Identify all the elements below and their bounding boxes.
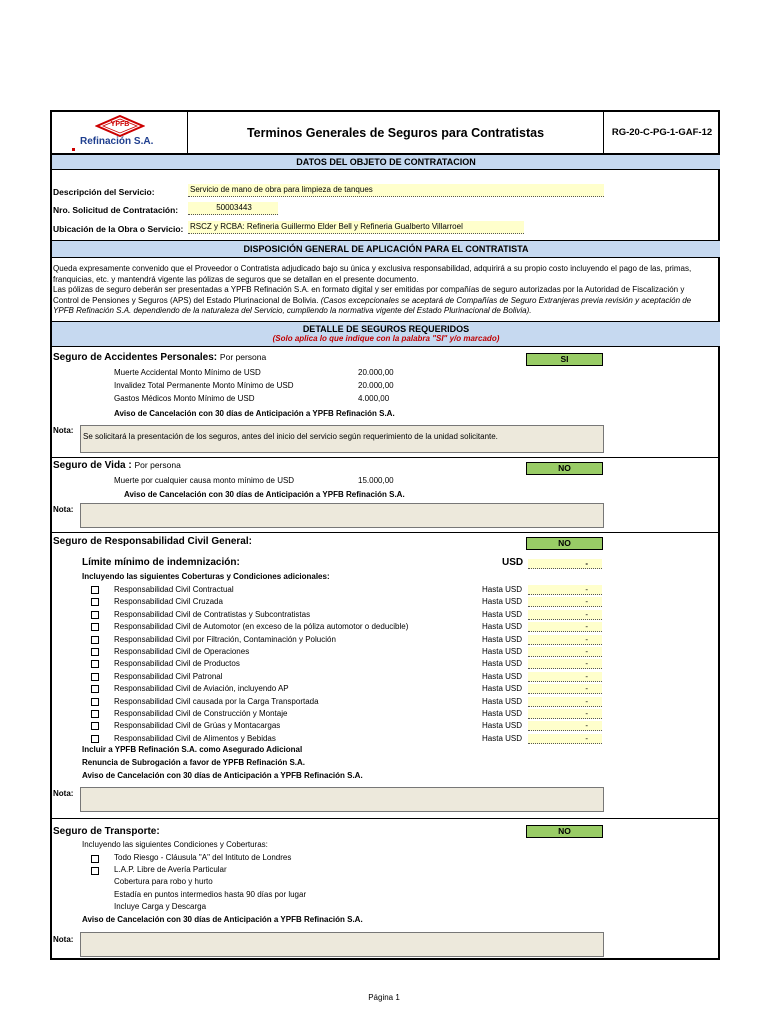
rc-coverage-amount-field[interactable]: - bbox=[528, 659, 602, 669]
detalle-heading-band bbox=[52, 321, 720, 347]
rc-coverage-label: Responsabilidad Civil Patronal bbox=[114, 671, 223, 681]
divider bbox=[52, 818, 720, 819]
rc-coverage-checkbox[interactable] bbox=[91, 623, 99, 631]
rc-coverage-label: Responsabilidad Civil de Automotor (en exceso de la póliza automotor o deducible) bbox=[114, 622, 409, 632]
vida-aviso: Aviso de Cancelación con 30 días de Anticipación a YPFB Refinación S.A. bbox=[124, 490, 405, 499]
vida-nota-field[interactable] bbox=[80, 503, 604, 528]
disposicion-line: Las pólizas de seguro deberán ser presentadas a YPFB Refinación S.A. en formato digital y ser emitidas por compañías de seguro autorizadas por la Autoridad de Fiscalización y bbox=[53, 285, 685, 294]
accidentes-row-label: Invalidez Total Permanente Monto Mínimo de USD bbox=[114, 381, 294, 390]
logo-dot bbox=[72, 148, 75, 151]
accidentes-nota-label: Nota: bbox=[53, 426, 74, 435]
rc-coverage-amount-field[interactable]: - bbox=[528, 721, 602, 731]
rc-nota-label: Nota: bbox=[53, 789, 74, 798]
rc-coverage-hasta-label: Hasta USD bbox=[482, 585, 523, 594]
rc-coverage-label: Responsabilidad Civil de Operaciones bbox=[114, 647, 250, 656]
rc-coverage-checkbox[interactable] bbox=[91, 698, 99, 706]
rc-coverage-hasta-label: Hasta USD bbox=[482, 647, 523, 656]
logo-text: Refinación S.A. bbox=[80, 136, 154, 147]
rc-coverage-hasta-label: Hasta USD bbox=[482, 709, 523, 718]
rc-coverage-label: Responsabilidad Civil de Aviación, incluyendo AP bbox=[114, 684, 289, 694]
rc-badge[interactable]: NO bbox=[526, 537, 603, 550]
divider bbox=[52, 532, 720, 533]
rc-coverage-label: Responsabilidad Civil de Productos bbox=[114, 659, 240, 669]
disposicion-line: YPFB Refinación S.A. dependiendo de la naturaleza del Servicio, cumpliendo la normativa vigente del Estado Plurinacional de Bolivia). bbox=[53, 306, 532, 315]
accidentes-row-value: 20.000,00 bbox=[358, 381, 394, 390]
vida-title-text: Seguro de Vida : bbox=[53, 460, 132, 471]
rc-coverage-amount-field[interactable]: - bbox=[528, 697, 602, 707]
rc-coverage-checkbox[interactable] bbox=[91, 660, 99, 668]
accidentes-title-note: Por persona bbox=[219, 352, 267, 362]
rc-coverage-checkbox[interactable] bbox=[91, 611, 99, 619]
logo-cell bbox=[52, 112, 188, 154]
rc-coverage-label: Responsabilidad Civil causada por la Carga Transportada bbox=[114, 696, 319, 706]
rc-coverage-checkbox[interactable] bbox=[91, 598, 99, 606]
rc-title: Seguro de Responsabilidad Civil General: bbox=[53, 536, 252, 547]
vida-badge[interactable]: NO bbox=[526, 462, 603, 475]
document-code: RG-20-C-PG-1-GAF-12 bbox=[604, 112, 720, 154]
vida-title-note: Por persona bbox=[134, 460, 181, 470]
logo-mark: YPFB bbox=[110, 121, 130, 128]
disposicion-line: Queda expresamente convenido que el Proveedor o Contratista adjudicado bajo su única y exclusiva responsabilidad, adquirirá a su propio costo incluyendo el pago de las, primas, bbox=[53, 264, 692, 273]
transporte-title: Seguro de Transporte: bbox=[53, 826, 160, 837]
rc-coverage-amount-field[interactable]: - bbox=[528, 585, 602, 595]
rc-coverage-checkbox[interactable] bbox=[91, 586, 99, 594]
divider bbox=[52, 457, 720, 458]
descripcion-field[interactable]: Servicio de mano de obra para limpieza de tanques bbox=[188, 184, 604, 197]
transporte-item-checkbox[interactable] bbox=[91, 855, 99, 863]
insurance-form bbox=[50, 110, 720, 960]
transporte-item-checkbox[interactable] bbox=[91, 867, 99, 875]
ubicacion-label: Ubicación de la Obra o Servicio: bbox=[53, 224, 184, 234]
rc-extra-subrogacion: Renuncia de Subrogación a favor de YPFB Refinación S.A. bbox=[82, 758, 306, 767]
rc-coverage-hasta-label: Hasta USD bbox=[482, 733, 523, 743]
rc-coverage-checkbox[interactable] bbox=[91, 735, 99, 743]
document-title: Terminos Generales de Seguros para Contratistas bbox=[188, 112, 604, 154]
accidentes-aviso: Aviso de Cancelación con 30 días de Anticipación a YPFB Refinación S.A. bbox=[114, 409, 395, 418]
transporte-item-label: L.A.P. Libre de Avería Particular bbox=[114, 865, 227, 875]
rc-coverage-label: Responsabilidad Civil de Grúas y Montacargas bbox=[114, 721, 281, 731]
rc-incluyendo: Incluyendo las siguientes Coberturas y Condiciones adicionales: bbox=[82, 572, 330, 581]
rc-coverage-amount-field[interactable]: - bbox=[528, 597, 602, 607]
solicitud-field[interactable]: 50003443 bbox=[188, 202, 278, 215]
rc-coverage-amount-field[interactable]: - bbox=[528, 734, 602, 744]
accidentes-row-value: 4.000,00 bbox=[358, 394, 390, 403]
rc-coverage-amount-field[interactable]: - bbox=[528, 709, 602, 719]
rc-coverage-checkbox[interactable] bbox=[91, 710, 99, 718]
rc-coverage-hasta-label: Hasta USD bbox=[482, 696, 523, 706]
rc-coverage-checkbox[interactable] bbox=[91, 722, 99, 730]
rc-coverage-label: Responsabilidad Civil de Alimentos y Bebidas bbox=[114, 733, 276, 743]
disposicion-text bbox=[53, 264, 719, 317]
accidentes-nota-field[interactable]: Se solicitará la presentación de los seguros, antes del inicio del servicio según requerimiento de la unidad solicitante. bbox=[80, 425, 604, 453]
ubicacion-field[interactable]: RSCZ y RCBA: Refineria Guillermo Elder Bell y Refineria Gualberto Villarroel bbox=[188, 221, 524, 234]
transporte-item-label: Estadía en puntos intermedios hasta 90 días por lugar bbox=[114, 889, 307, 899]
transporte-aviso: Aviso de Cancelación con 30 días de Anticipación a YPFB Refinación S.A. bbox=[82, 915, 363, 924]
rc-coverage-checkbox[interactable] bbox=[91, 673, 99, 681]
datos-heading: DATOS DEL OBJETO DE CONTRATACION bbox=[52, 154, 720, 170]
vida-nota-label: Nota: bbox=[53, 505, 74, 514]
solicitud-label: Nro. Solicitud de Contratación: bbox=[53, 205, 179, 215]
disposicion-line-italic: (Casos excepcionales se aceptará de Compañías de Seguro Extranjeras previa revisión y aceptación de bbox=[320, 295, 692, 305]
vida-row-label: Muerte por cualquier causa monto mínimo de USD bbox=[114, 476, 295, 485]
rc-coverage-label: Responsabilidad Civil Cruzada bbox=[114, 597, 223, 607]
rc-coverage-hasta-label: Hasta USD bbox=[482, 634, 523, 644]
transporte-badge[interactable]: NO bbox=[526, 825, 603, 838]
accidentes-badge[interactable]: SI bbox=[526, 353, 603, 366]
rc-coverage-checkbox[interactable] bbox=[91, 685, 99, 693]
rc-coverage-label: Responsabilidad Civil por Filtración, Contaminación y Polución bbox=[114, 634, 336, 644]
descripcion-label: Descripción del Servicio: bbox=[53, 187, 155, 197]
rc-coverage-amount-field[interactable]: - bbox=[528, 672, 602, 682]
rc-coverage-amount-field[interactable]: - bbox=[528, 622, 602, 632]
rc-coverage-hasta-label: Hasta USD bbox=[482, 684, 523, 694]
vida-title bbox=[53, 460, 181, 471]
accidentes-title bbox=[53, 352, 266, 363]
rc-extra-asegurado: Incluir a YPFB Refinación S.A. como Asegurado Adicional bbox=[82, 745, 303, 754]
rc-aviso: Aviso de Cancelación con 30 días de Anticipación a YPFB Refinación S.A. bbox=[82, 771, 363, 780]
accidentes-title-text: Seguro de Accidentes Personales: bbox=[53, 352, 218, 363]
rc-coverage-amount-field[interactable]: - bbox=[528, 684, 602, 694]
rc-limite-field[interactable]: - bbox=[528, 559, 602, 569]
transporte-incluyendo: Incluyendo las siguientes Condiciones y Coberturas: bbox=[82, 840, 268, 849]
disposicion-line-part: Control de Pensiones y Seguros (APS) del Estado Plurinacional de Bolivia. bbox=[53, 295, 321, 305]
rc-coverage-checkbox[interactable] bbox=[91, 636, 99, 644]
accidentes-row-label: Muerte Accidental Monto Mínimo de USD bbox=[114, 368, 261, 377]
rc-coverage-label: Responsabilidad Civil de Construcción y Montaje bbox=[114, 709, 288, 718]
disposicion-heading: DISPOSICIÓN GENERAL DE APLICACIÓN PARA EL CONTRATISTA bbox=[52, 240, 720, 258]
transporte-item-label: Todo Riesgo - Cláusula "A" del Intituto de Londres bbox=[114, 853, 292, 862]
disposicion-line: franquicias, etc. y mantendrá vigente las pólizas de seguros que se detallan en el presente documento. bbox=[53, 274, 419, 284]
accidentes-row-value: 20.000,00 bbox=[358, 368, 394, 377]
rc-coverage-hasta-label: Hasta USD bbox=[482, 671, 523, 681]
disposicion-line bbox=[53, 296, 719, 307]
transporte-item-label: Incluye Carga y Descarga bbox=[114, 901, 207, 911]
rc-coverage-amount-field[interactable]: - bbox=[528, 647, 602, 657]
detalle-subheading: (Solo aplica lo que indique con la palabra "SI" y/o marcado) bbox=[272, 334, 500, 343]
rc-nota-field[interactable] bbox=[80, 787, 604, 812]
rc-coverage-hasta-label: Hasta USD bbox=[482, 659, 523, 669]
transporte-item-label: Cobertura para robo y hurto bbox=[114, 877, 213, 887]
rc-coverage-label: Responsabilidad Civil Contractual bbox=[114, 585, 234, 594]
rc-coverage-label: Responsabilidad Civil de Contratistas y Subcontratistas bbox=[114, 609, 311, 619]
rc-coverage-hasta-label: Hasta USD bbox=[482, 597, 523, 607]
vida-row-value: 15.000,00 bbox=[358, 476, 394, 485]
transporte-nota-label: Nota: bbox=[53, 935, 74, 944]
rc-limite-currency: USD bbox=[502, 557, 524, 568]
rc-coverage-amount-field[interactable]: - bbox=[528, 635, 602, 645]
rc-coverage-checkbox[interactable] bbox=[91, 648, 99, 656]
page-number: Página 1 bbox=[368, 993, 400, 1002]
rc-coverage-hasta-label: Hasta USD bbox=[482, 622, 523, 632]
detalle-heading: DETALLE DE SEGUROS REQUERIDOS bbox=[302, 324, 470, 334]
accidentes-row-label: Gastos Médicos Monto Mínimo de USD bbox=[114, 394, 255, 403]
rc-limite-label: Límite mínimo de indemnización: bbox=[82, 557, 240, 568]
rc-coverage-hasta-label: Hasta USD bbox=[482, 721, 523, 731]
rc-coverage-amount-field[interactable]: - bbox=[528, 610, 602, 620]
rc-coverage-hasta-label: Hasta USD bbox=[482, 609, 523, 619]
transporte-nota-field[interactable] bbox=[80, 932, 604, 957]
